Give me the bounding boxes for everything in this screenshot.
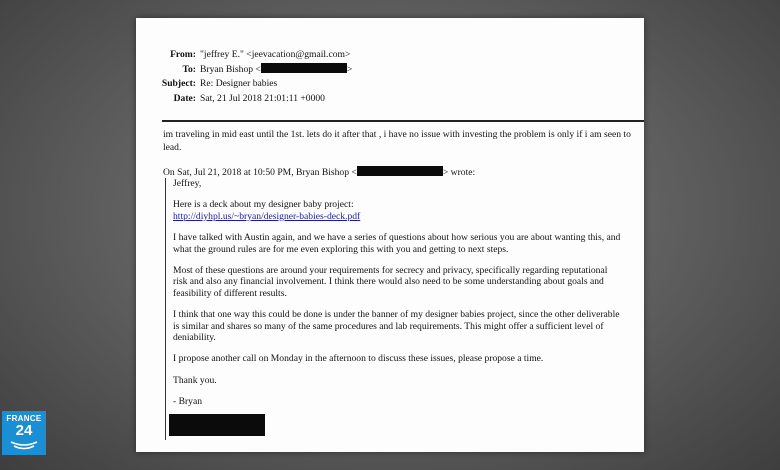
to-name: Bryan Bishop < — [200, 63, 261, 75]
quote-paragraph-4: I propose another call on Monday in the afternoon to discuss these issues, please propose a time. — [173, 353, 544, 365]
quote-paragraph-1: I have talked with Austin again, and we have a series of questions about how serious you are about wanting this, and what the ground rules are for me even exploring this with you and getting to next steps. — [173, 232, 621, 255]
logo-number: 24 — [15, 422, 33, 439]
to-row — [136, 63, 644, 78]
from-label: From: — [170, 49, 196, 60]
waves-icon — [8, 439, 40, 451]
reply-body: im traveling in mid east until the 1st. lets do it after that , i have no issue with investing the problem is only if i am seen to lead. — [163, 129, 631, 153]
deck-link[interactable]: http://diyhpl.us/~bryan/designer-babies-deck.pdf — [173, 210, 361, 222]
from-row — [136, 48, 644, 63]
to-value — [200, 63, 352, 78]
logo-name: FRANCE — [6, 414, 42, 423]
subject-value: Re: Designer babies — [200, 78, 278, 89]
attribution-end: > wrote: — [442, 167, 476, 178]
subject-label: Subject: — [161, 78, 196, 89]
to-label: To: — [182, 63, 196, 75]
quote-paragraph-3: I think that one way this could be done is under the banner of my designer babies project, since the other deliverable is similar and shares so many of the same procedures and lab requirements. This might offer a sufficient level of deniability. — [173, 309, 620, 344]
from-value: "jeffrey E." <jeevacation@gmail.com> — [200, 49, 351, 60]
france24-logo — [2, 411, 46, 455]
quote-signoff: - Bryan — [173, 396, 203, 408]
quote-paragraph-2: Most of these questions are around your requirements for secrecy and privacy, specifically regarding reputational risk and also any financial involvement. I think there would also need to be some understanding about goals and feasibility of different results. — [173, 265, 608, 299]
quote-greeting: Jeffrey, — [173, 178, 202, 189]
email-printout — [136, 18, 644, 452]
date-row — [136, 92, 644, 107]
signature-redaction — [169, 414, 265, 436]
quote-thanks: Thank you. — [173, 374, 217, 386]
date-value: Sat, 21 Jul 2018 21:01:11 +0000 — [200, 92, 325, 104]
quote-deck-paragraph — [173, 199, 623, 222]
to-close: > — [346, 63, 353, 75]
redaction-bar — [357, 166, 443, 176]
date-label: Date: — [173, 92, 196, 104]
email-header — [136, 48, 644, 106]
subject-row — [136, 77, 644, 92]
attribution-start: On Sat, Jul 21, 2018 at 10:50 PM, Bryan Bishop < — [163, 167, 357, 178]
header-divider — [162, 120, 644, 122]
deck-intro: Here is a deck about my designer baby project: — [173, 199, 354, 211]
redaction-bar — [261, 63, 347, 73]
quoted-message — [165, 178, 623, 440]
